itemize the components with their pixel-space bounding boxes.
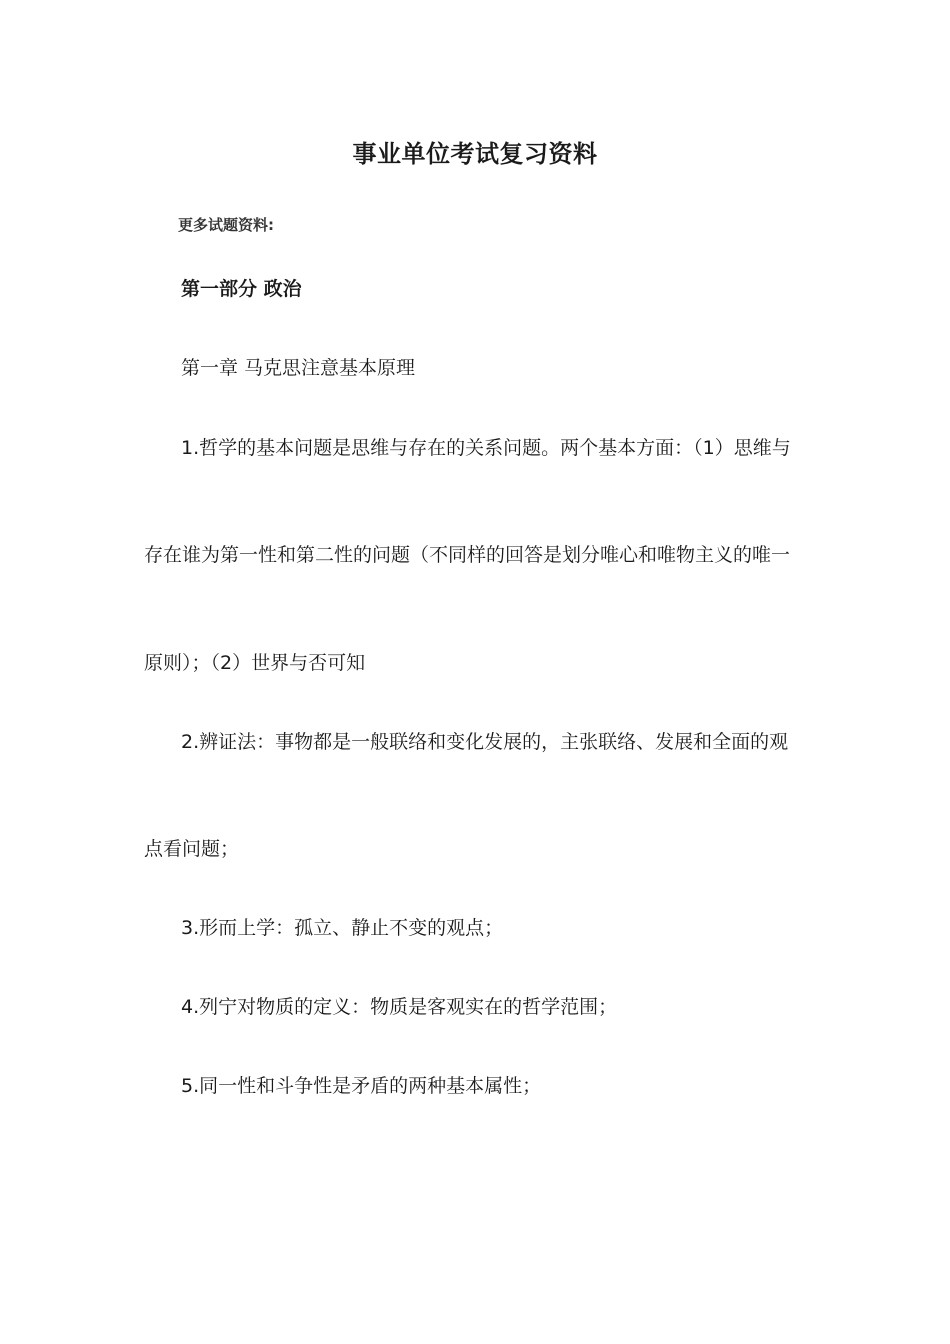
part-heading: 第一部分 政治 xyxy=(181,278,302,300)
item-1-line-1: 1.哲学的基本问题是思维与存在的关系问题。两个基本方面：（1）思维与 xyxy=(181,437,791,459)
item-2-line-1: 2.辨证法：事物都是一般联络和变化发展的，主张联络、发展和全面的观 xyxy=(181,731,789,753)
chapter-heading: 第一章 马克思注意基本原理 xyxy=(181,357,416,379)
item-1-line-3: 原则）；（2）世界与否可知 xyxy=(144,652,366,674)
item-4: 4.列宁对物质的定义：物质是客观实在的哲学范围； xyxy=(181,996,618,1018)
item-2-line-2: 点看问题； xyxy=(144,838,240,860)
item-5: 5.同一性和斗争性是矛盾的两种基本属性； xyxy=(181,1075,542,1097)
item-3: 3.形而上学：孤立、静止不变的观点； xyxy=(181,917,504,939)
item-1-line-2: 存在谁为第一性和第二性的问题（不同样的回答是划分唯心和唯物主义的唯一 xyxy=(144,544,791,566)
more-materials-label: 更多试题资料: xyxy=(178,216,274,234)
document-title: 事业单位考试复习资料 xyxy=(352,140,598,168)
